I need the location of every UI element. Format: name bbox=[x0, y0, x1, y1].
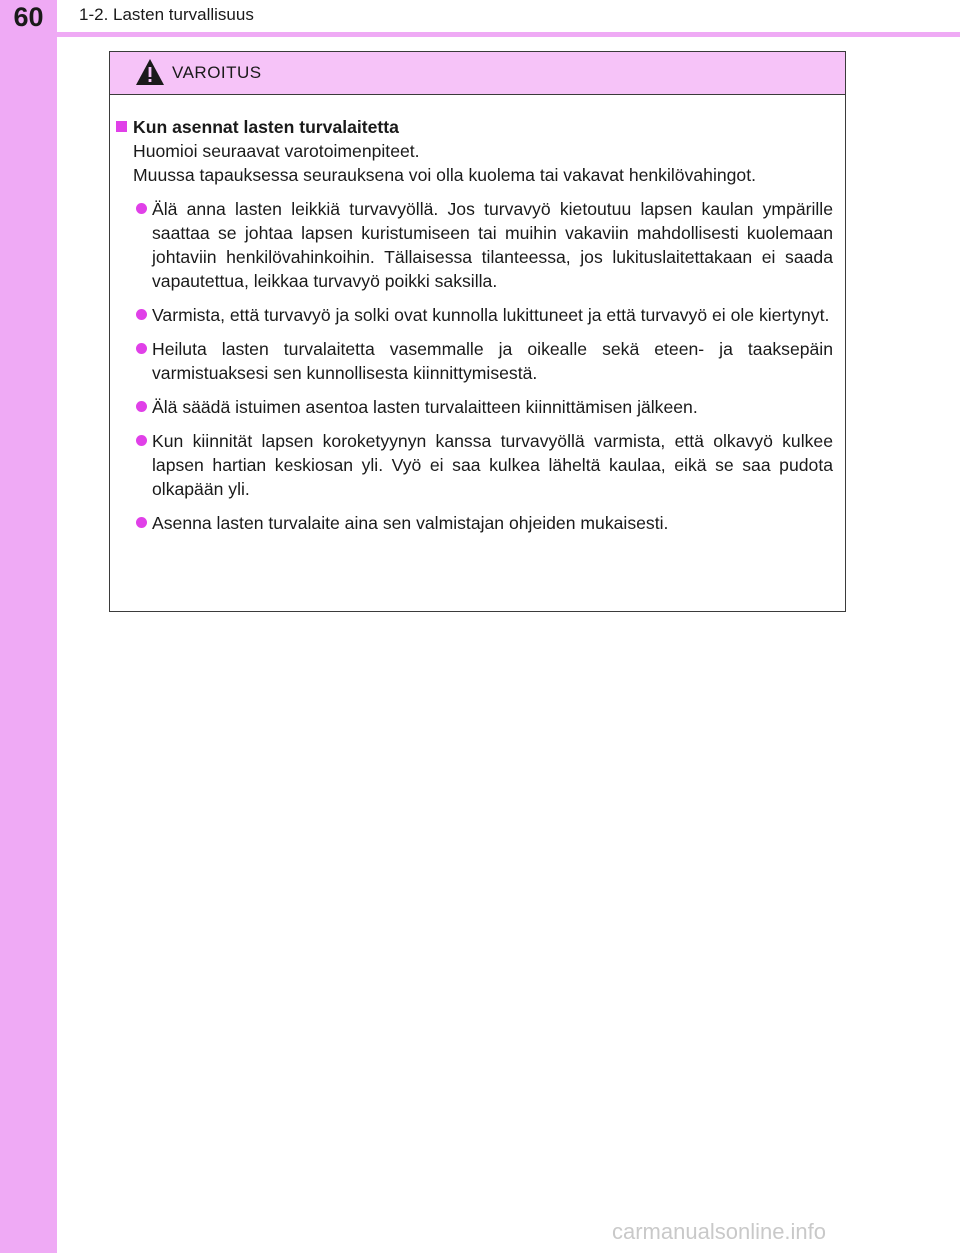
list-item bbox=[116, 303, 833, 327]
list-item-text: Älä anna lasten leikkiä turvavyöllä. Jos turvavyö kietoutuu lapsen kaulan ympärille saattaa se johtaa lapsen kuristumiseen tai muihin vakaviin mahdollisesti kuolemaan johtaviin henkilövahinkoihin. Tällaisessa tilanteessa, jos lukituslaitettakaan ei saada vapautettua, leikkaa turvavyö poikki saksilla. bbox=[152, 199, 833, 291]
section-title: 1-2. Lasten turvallisuus bbox=[79, 5, 254, 24]
round-bullet-icon bbox=[136, 517, 147, 528]
warning-header bbox=[110, 52, 845, 95]
list-item bbox=[116, 395, 833, 419]
header-rule bbox=[57, 32, 960, 37]
warning-box bbox=[109, 51, 846, 612]
intro-line-1: Huomioi seuraavat varotoimenpiteet. bbox=[133, 141, 420, 161]
page-number: 60 bbox=[13, 2, 44, 32]
round-bullet-icon bbox=[136, 401, 147, 412]
round-bullet-icon bbox=[136, 309, 147, 320]
round-bullet-icon bbox=[136, 435, 147, 446]
intro-line-2: Muussa tapauksessa seurauksena voi olla kuolema tai vakavat henkilövahingot. bbox=[133, 165, 756, 185]
warning-heading: Kun asennat lasten turvalaitetta bbox=[133, 117, 399, 137]
list-item-text: Varmista, että turvavyö ja solki ovat kunnolla lukittuneet ja että turvavyö ei ole kiertynyt. bbox=[152, 305, 830, 325]
list-item-text: Älä säädä istuimen asentoa lasten turvalaitteen kiinnittämisen jälkeen. bbox=[152, 397, 698, 417]
warning-heading-row bbox=[116, 115, 833, 139]
round-bullet-icon bbox=[136, 343, 147, 354]
list-item-text: Heiluta lasten turvalaitetta vasemmalle ja oikealle sekä eteen- ja taaksepäin varmistuaksesi sen kunnollisesta kiinnittymisestä. bbox=[152, 339, 833, 383]
warning-label: VAROITUS bbox=[172, 63, 262, 82]
list-item-text: Kun kiinnität lapsen koroketyynyn kanssa turvavyöllä varmista, että olkavyö kulkee lapsen hartian keskiosan yli. Vyö ei saa kulkea läheltä kaulaa, eikä se saa pudota olkapään yli. bbox=[152, 431, 833, 499]
list-item bbox=[116, 511, 833, 535]
warning-body bbox=[110, 95, 845, 535]
watermark: carmanualsonline.info bbox=[612, 1219, 827, 1244]
list-item bbox=[116, 429, 833, 501]
round-bullet-icon bbox=[136, 203, 147, 214]
side-color-strip bbox=[0, 0, 57, 1253]
list-item bbox=[116, 337, 833, 385]
list-item bbox=[116, 197, 833, 293]
warning-triangle-icon bbox=[135, 58, 165, 86]
list-item-text: Asenna lasten turvalaite aina sen valmistajan ohjeiden mukaisesti. bbox=[152, 513, 669, 533]
square-bullet-icon bbox=[116, 121, 127, 132]
